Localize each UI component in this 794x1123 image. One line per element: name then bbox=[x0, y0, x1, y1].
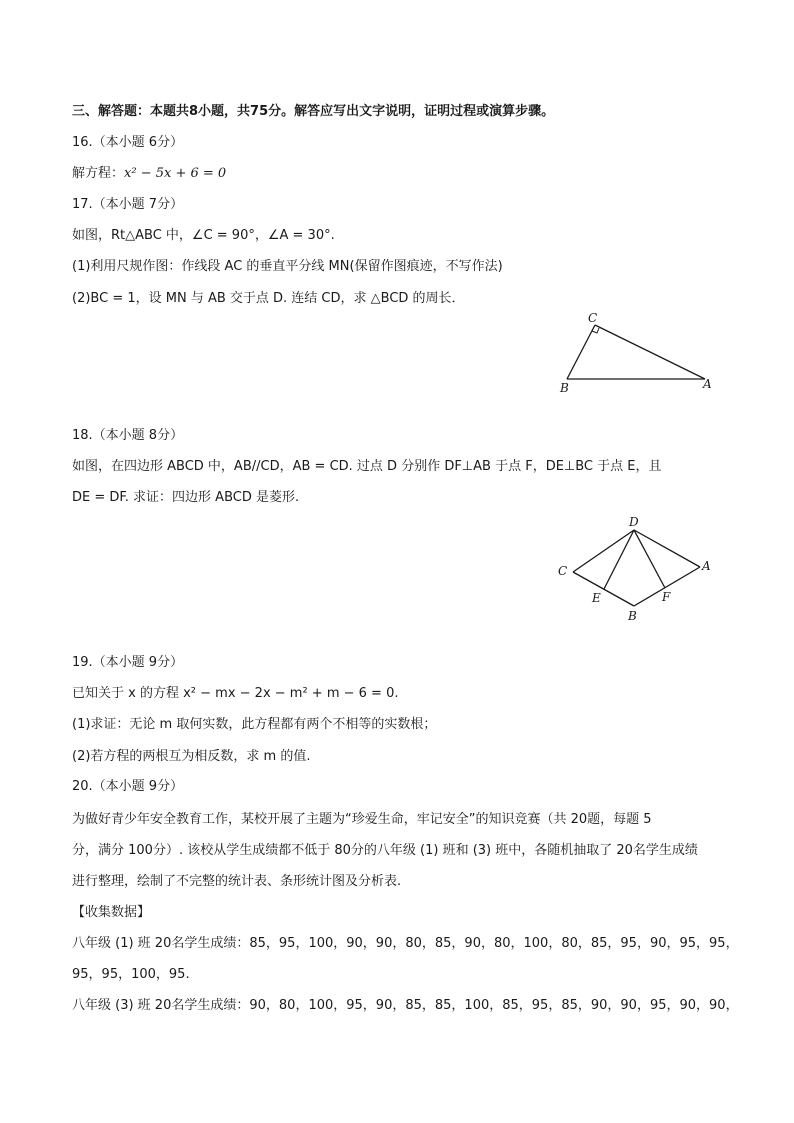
side-ca bbox=[595, 325, 705, 379]
q18-number: 18.（本小题 8分） bbox=[72, 428, 184, 443]
label-b: B bbox=[560, 381, 569, 395]
side-cb bbox=[567, 325, 595, 379]
section-heading: 三、解答题：本题共8小题，共75分。解答应写出文字说明，证明过程或演算步骤。 bbox=[72, 104, 555, 119]
q20-class3-line1: 八年级 (3) 班 20名学生成绩：90，80，100，95，90，85，85，100，85，95，85，90，90，95，90，90， bbox=[72, 998, 739, 1013]
q19-part2: (2)若方程的两根互为相反数，求 m 的值. bbox=[72, 749, 311, 764]
q16-stem-prefix: 解方程： bbox=[72, 166, 125, 181]
label-b: B bbox=[628, 609, 637, 623]
q18-stem-line2: DE = DF. 求证：四边形 ABCD 是菱形. bbox=[72, 490, 300, 505]
q19-part1: (1)求证：无论 m 取何实数，此方程都有两个不相等的实数根； bbox=[72, 717, 437, 732]
q17-stem: 如图，Rt△ABC 中，∠C = 90°，∠A = 30°. bbox=[72, 228, 335, 243]
side-dc bbox=[573, 530, 634, 572]
q20-stem-line1: 为做好青少年安全教育工作，某校开展了主题为“珍爱生命，牢记安全”的知识竞赛（共 20题，每题 5 bbox=[72, 812, 652, 827]
q16-stem bbox=[72, 164, 226, 184]
q20-stem-line3: 进行整理，绘制了不完整的统计表、条形统计图及分析表. bbox=[72, 874, 402, 889]
label-c: C bbox=[558, 564, 568, 578]
label-e: E bbox=[592, 591, 601, 605]
q20-number: 20.（本小题 9分） bbox=[72, 779, 184, 794]
q16-number: 16.（本小题 6分） bbox=[72, 135, 184, 150]
q18-rhombus-figure bbox=[550, 512, 720, 624]
q19-stem: 已知关于 x 的方程 x² − mx − 2x − m² + m − 6 = 0. bbox=[72, 686, 399, 701]
q20-stem-line2: 分，满分 100分）. 该校从学生成绩都不低于 80分的八年级 (1) 班和 (3) 班中，各随机抽取了 20名学生成绩 bbox=[72, 843, 698, 858]
q16-equation: x² − 5x + 6 = 0 bbox=[124, 166, 227, 181]
q17-triangle-figure bbox=[555, 310, 725, 395]
q20-class1-line2: 95，95，100，95. bbox=[72, 967, 190, 982]
q19-number: 19.（本小题 9分） bbox=[72, 655, 184, 670]
q17-part1: (1)利用尺规作图：作线段 AC 的垂直平分线 MN(保留作图痕迹，不写作法) bbox=[72, 259, 503, 274]
q20-collect-heading: 【收集数据】 bbox=[72, 905, 151, 920]
side-cb bbox=[573, 572, 634, 606]
label-c: C bbox=[588, 311, 598, 325]
q18-stem-line1: 如图，在四边形 ABCD 中，AB//CD，AB = CD. 过点 D 分别作 DF⊥AB 于点 F，DE⊥BC 于点 E，且 bbox=[72, 459, 662, 474]
segment-de bbox=[604, 530, 634, 589]
q17-part2: (2)BC = 1，设 MN 与 AB 交于点 D. 连结 CD，求 △BCD 的周长． bbox=[72, 291, 465, 306]
label-a: A bbox=[702, 559, 711, 573]
q17-number: 17.（本小题 7分） bbox=[72, 197, 184, 212]
label-d: D bbox=[629, 515, 639, 529]
q20-class1-line1: 八年级 (1) 班 20名学生成绩：85，95，100，90，90，80，85，90，80，100，80，85，95，90，95，95， bbox=[72, 936, 739, 951]
label-f: F bbox=[662, 590, 671, 604]
label-a: A bbox=[703, 377, 712, 391]
